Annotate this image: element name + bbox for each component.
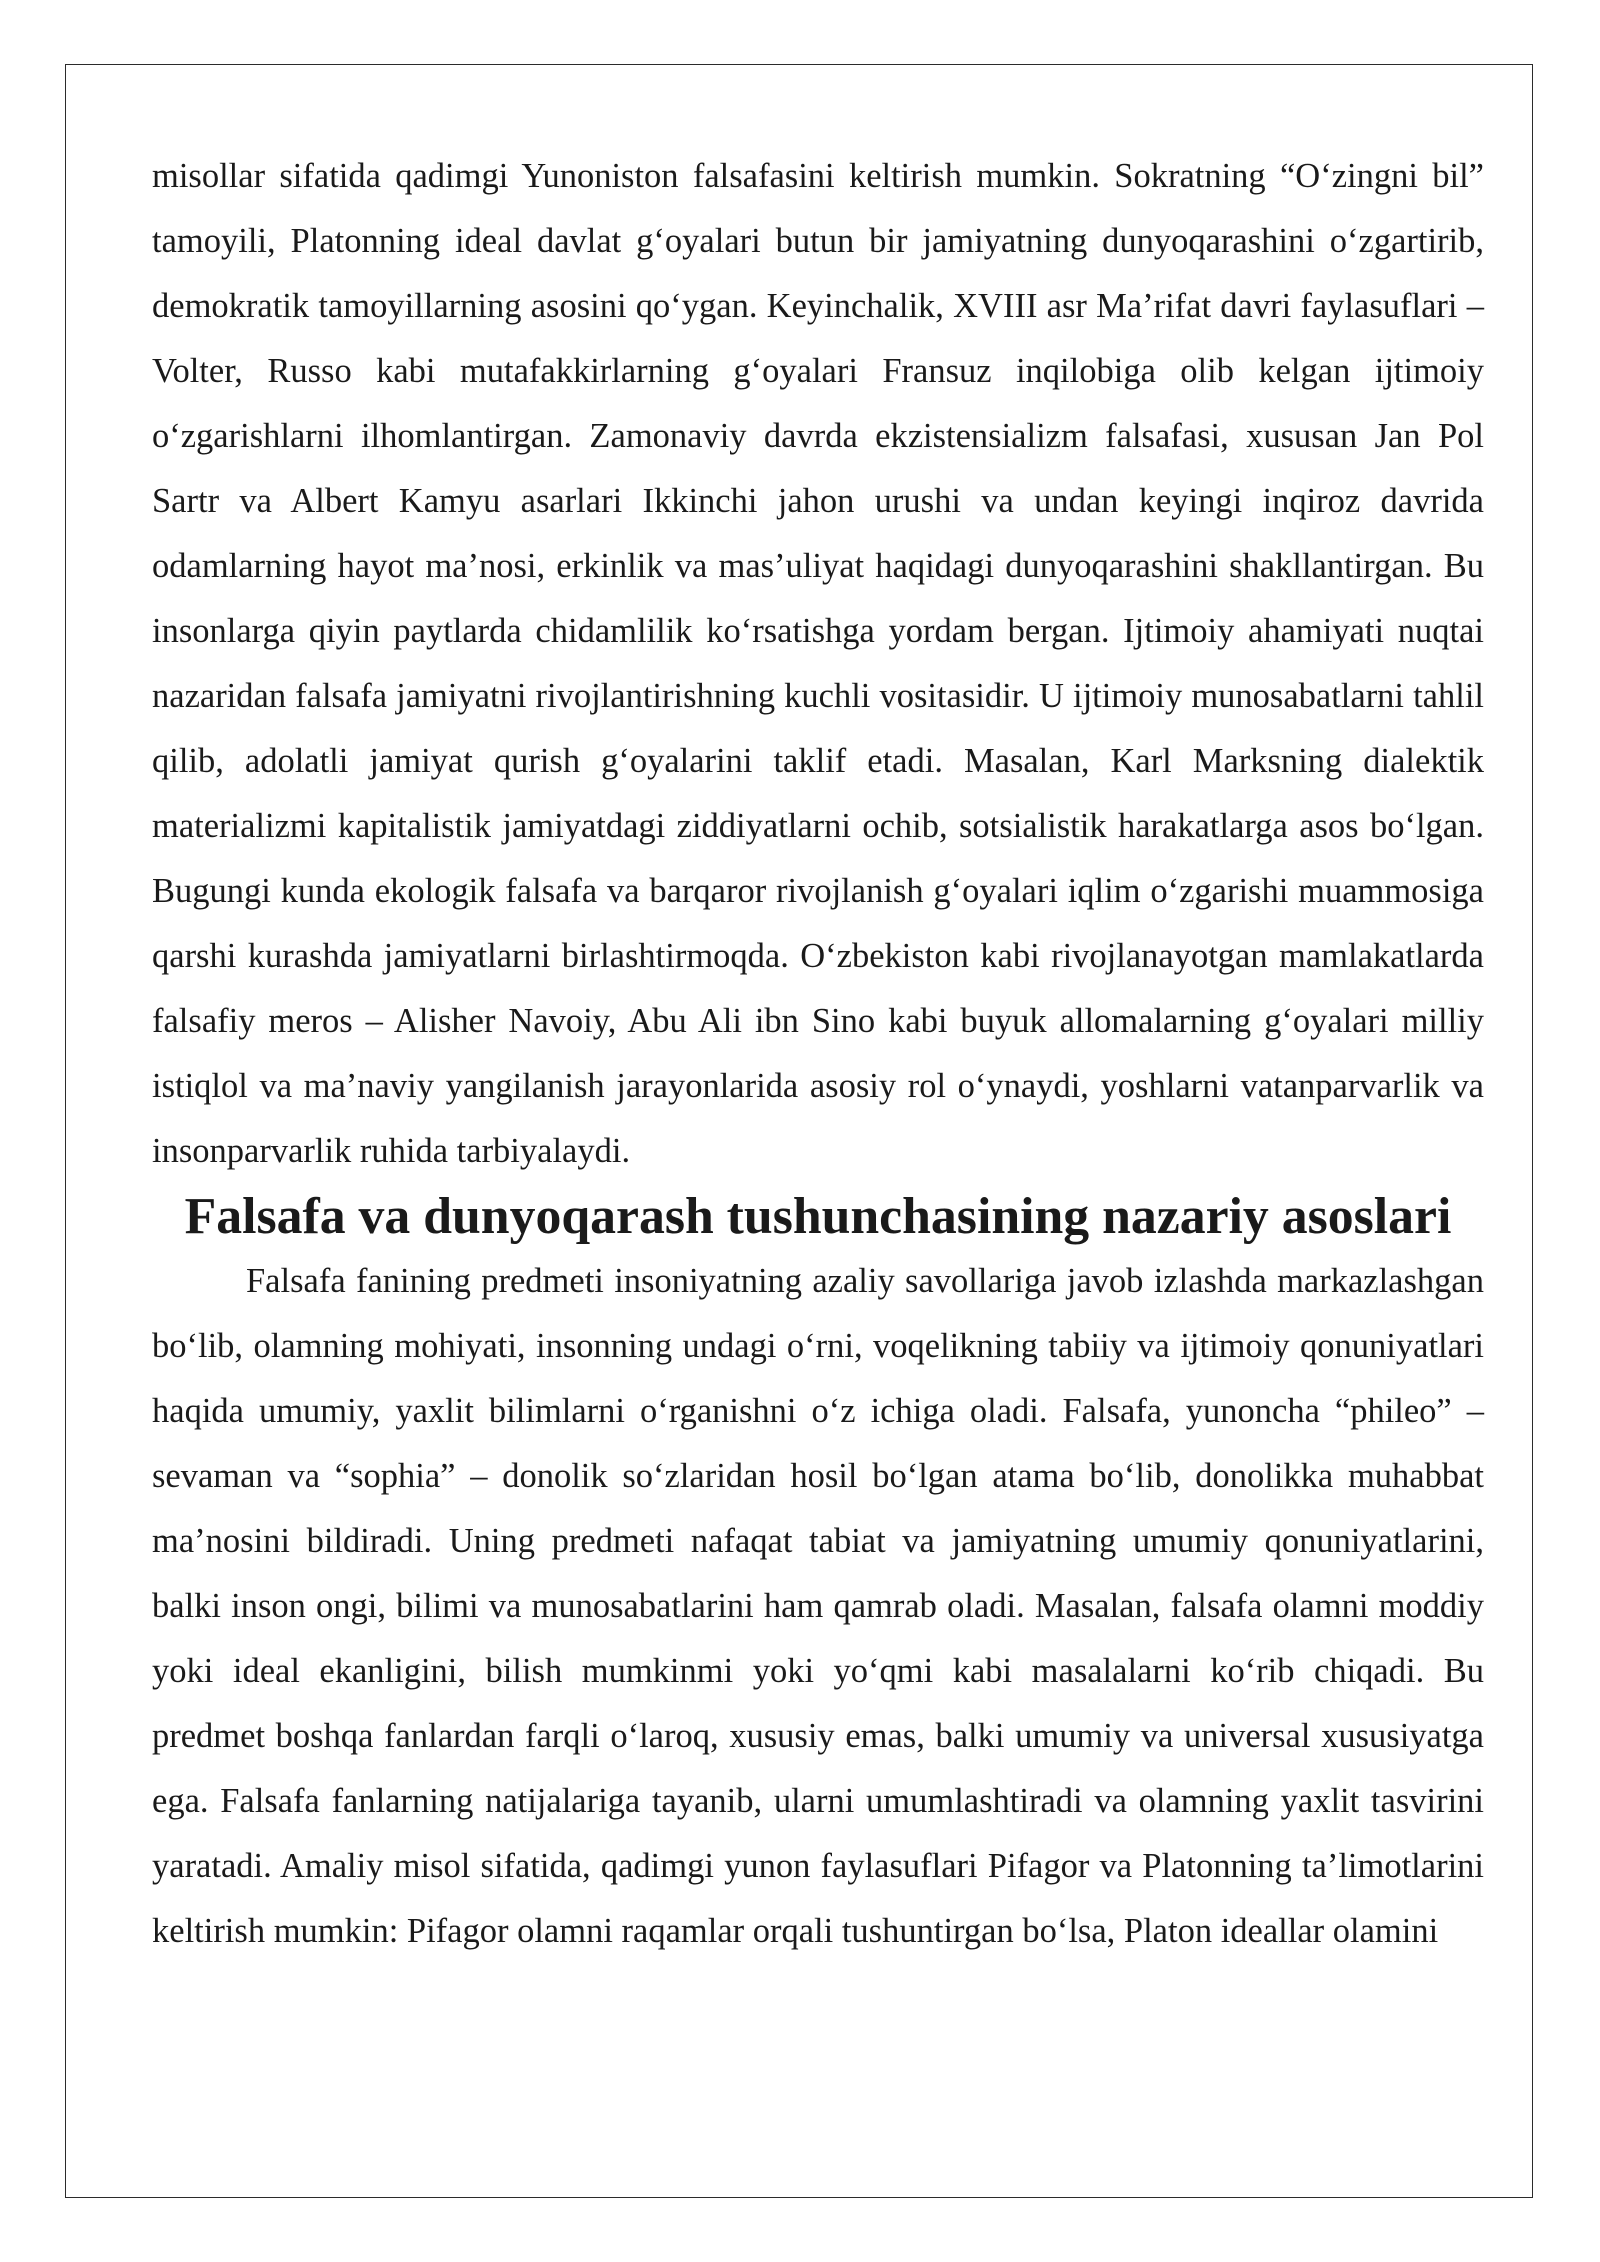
paragraph-philosophy-examples: misollar sifatida qadimgi Yunoniston falsafasini keltirish mumkin. Sokratning “O‘zingni bil” tamoyili, Platonning ideal davlat g‘oyalari butun bir jamiyatning dunyoqarashini o‘zgartirib, demokratik tamoyillarning asosini qo‘ygan. Keyinchalik, XVIII asr Ma’rifat davri faylasuflari – Volter, Russo kabi mutafakkirlarning g‘oyalari Fransuz inqilobiga olib kelgan ijtimoiy o‘zgarishlarni ilhomlantirgan. Zamonaviy davrda ekzistensializm falsafasi, xususan Jan Pol Sartr va Albert Kamyu asarlari Ikkinchi jahon urushi va undan keyingi inqiroz davrida odamlarning hayot ma’nosi, erkinlik va mas’uliyat haqidagi dunyoqarashini shakllantirgan. Bu insonlarga qiyin paytlarda chidamlilik ko‘rsatishga yordam bergan. Ijtimoiy ahamiyati nuqtai nazaridan falsafa jamiyatni rivojlantirishning kuchli vositasidir. U ijtimoiy munosabatlarni tahlil qilib, adolatli jamiyat qurish g‘oyalarini taklif etadi. Masalan, Karl Marksning dialektik materializmi kapitalistik jamiyatdagi ziddiyatlarni ochib, sotsialistik harakatlarga asos bo‘lgan. Bugungi kunda ekologik falsafa va barqaror rivojlanish g‘oyalari iqlim o‘zgarishi muammosiga qarshi kurashda jamiyatlarni birlashtirmoqda. O‘zbekiston kabi rivojlanayotgan mamlakatlarda falsafiy meros – Alisher Navoiy, Abu Ali ibn Sino kabi buyuk allomalarning g‘oyalari milliy istiqlol va ma’naviy yangilanish jarayonlarida asosiy rol o‘ynaydi, yoshlarni vatanparvarlik va insonparvarlik ruhida tarbiyalaydi. — [152, 157, 1484, 1170]
document-body — [152, 144, 1484, 1964]
section-heading: Falsafa va dunyoqarash tushunchasining nazariy asoslari — [184, 1188, 1452, 1245]
paragraph-philosophy-subject: Falsafa fanining predmeti insoniyatning azaliy savollariga javob izlashda markazlashgan bo‘lib, olamning mohiyati, insonning undagi o‘rni, voqelikning tabiiy va ijtimoiy qonuniyatlari haqida umumiy, yaxlit bilimlarni o‘rganishni o‘z ichiga oladi. Falsafa, yunoncha “phileo” – sevaman va “sophia” – donolik so‘zlaridan hosil bo‘lgan atama bo‘lib, donolikka muhabbat ma’nosini bildiradi. Uning predmeti nafaqat tabiat va jamiyatning umumiy qonuniyatlarini, balki inson ongi, bilimi va munosabatlarini ham qamrab oladi. Masalan, falsafa olamni moddiy yoki ideal ekanligini, bilish mumkinmi yoki yo‘qmi kabi masalalarni ko‘rib chiqadi. Bu predmet boshqa fanlardan farqli o‘laroq, xususiy emas, balki umumiy va universal xususiyatga ega. Falsafa fanlarning natijalariga tayanib, ularni umumlashtiradi va olamning yaxlit tasvirini yaratadi. Amaliy misol sifatida, qadimgi yunon faylasuflari Pifagor va Platonning ta’limotlarini keltirish mumkin: Pifagor olamni raqamlar orqali tushuntirgan bo‘lsa, Platon ideallar olamini — [152, 1262, 1484, 1950]
